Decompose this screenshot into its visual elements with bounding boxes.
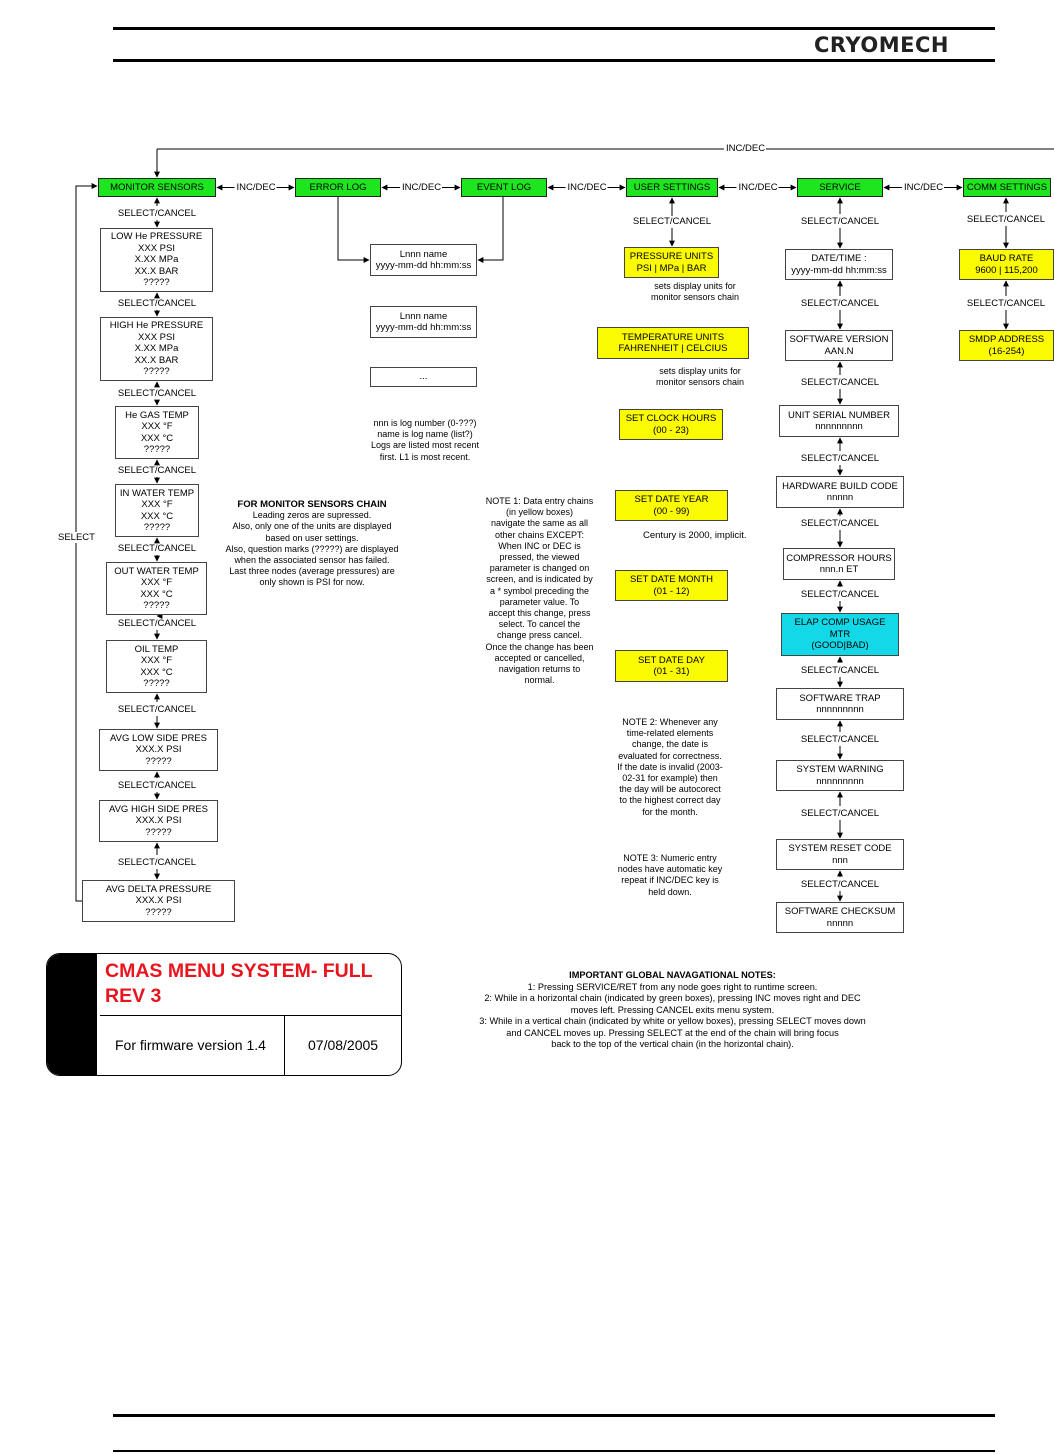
- top-box-error-log-line: ERROR LOG: [309, 181, 367, 193]
- software-checksum-node: [776, 902, 904, 933]
- pressure-units-node: [624, 247, 719, 278]
- elap-comp-usage-node-line: (GOOD|BAD): [811, 640, 869, 652]
- system-warning-node: [776, 760, 904, 791]
- temperature-units-node-line: TEMPERATURE UNITS: [621, 331, 725, 343]
- top-box-service: [797, 178, 883, 197]
- title-block: [46, 953, 402, 1076]
- low-he-pressure-node: [100, 228, 213, 292]
- avg-delta-pressure-node-line: AVG DELTA PRESSURE: [105, 883, 212, 895]
- service-select-cancel: SELECT/CANCEL: [800, 665, 880, 676]
- low-he-pressure-node-line: X.XX MPa: [134, 254, 179, 266]
- document-date: 07/08/2005: [308, 1037, 379, 1053]
- pressure-units-note-line: monitor sensors chain: [650, 292, 740, 303]
- avg-low-side-pres-node-line: ?????: [145, 755, 172, 767]
- high-he-pressure-node-line: ?????: [143, 366, 170, 378]
- user-select-cancel: SELECT/CANCEL: [632, 216, 712, 227]
- top-box-event-log-line: EVENT LOG: [476, 181, 532, 193]
- monitor-select-cancel: SELECT/CANCEL: [117, 618, 197, 629]
- note-3: [595, 853, 745, 898]
- note-1-line: parameter value. To: [499, 596, 580, 607]
- temperature-units-node: [597, 327, 749, 359]
- temperature-units-note-line: sets display units for: [659, 366, 741, 376]
- note-1-line: parameter is changed on: [489, 563, 590, 574]
- note-1: [462, 496, 617, 686]
- baud-rate-node-line: BAUD RATE: [979, 253, 1034, 264]
- set-clock-hours-node: [619, 409, 723, 440]
- global-navigation-note-line: 1: Pressing SERVICE/RET from any node goes right to runtime screen.: [527, 981, 818, 992]
- out-water-temp-node-line: ?????: [143, 600, 170, 611]
- service-select-cancel: SELECT/CANCEL: [800, 216, 880, 227]
- monitor-sensors-note: [212, 499, 412, 589]
- connector: [478, 197, 503, 260]
- set-date-year-node-line: SET DATE YEAR: [634, 494, 709, 505]
- note-2-line: 02-31 for example) then: [622, 773, 718, 784]
- avg-high-side-pres-node: [99, 800, 218, 842]
- pressure-units-node-line: PSI | MPa | BAR: [636, 262, 707, 274]
- note-2-line: If the date is invalid (2003-: [617, 761, 723, 772]
- out-water-temp-node: [106, 562, 207, 615]
- note-1-line: navigation returns to: [498, 664, 581, 675]
- monitor-sensors-note-line: Also, only one of the units are displayed: [232, 521, 392, 532]
- log-entry-node-2: [370, 306, 477, 338]
- he-gas-temp-node: [115, 406, 199, 459]
- avg-delta-pressure-node-line: ?????: [145, 906, 172, 918]
- global-navigation-notes: [460, 970, 885, 1051]
- hardware-build-code-node: [776, 476, 904, 508]
- set-date-month-node-line: SET DATE MONTH: [629, 574, 714, 585]
- note-1-line: select. To cancel the: [498, 619, 581, 630]
- system-reset-code-node: [776, 839, 904, 870]
- unit-serial-number-node-line: UNIT SERIAL NUMBER: [788, 409, 890, 421]
- system-warning-node-line: nnnnnnnnn: [816, 775, 864, 787]
- software-version-node: [785, 330, 893, 361]
- document-title: [105, 959, 373, 1009]
- avg-high-side-pres-node-line: XXX.X PSI: [135, 815, 182, 827]
- log-entry-more-node-line: ...: [419, 371, 428, 383]
- in-water-temp-node-line: XXX °C: [140, 510, 174, 522]
- software-version-node-line: AAN.N: [824, 345, 854, 357]
- monitor-select-cancel: SELECT/CANCEL: [117, 704, 197, 715]
- log-note: [340, 418, 510, 463]
- pressure-units-node-line: PRESSURE UNITS: [629, 251, 714, 262]
- comm-select-cancel: SELECT/CANCEL: [966, 214, 1046, 225]
- oil-temp-node-line: XXX °F: [140, 655, 173, 666]
- temperature-units-note: [625, 366, 775, 388]
- set-clock-hours-node-line: (00 - 23): [653, 424, 689, 436]
- hardware-build-code-node-line: nnnnn: [826, 492, 854, 503]
- set-date-year-node-line: (00 - 99): [653, 505, 690, 517]
- smdp-address-node-line: (16-254): [988, 345, 1025, 357]
- note-1-line: Once the change has been: [485, 641, 594, 652]
- monitor-sensors-note-line: based on user settings.: [265, 532, 359, 543]
- log-entry-node-1-line: Lnnn name: [399, 248, 448, 260]
- set-date-day-node: [615, 650, 728, 682]
- in-water-temp-node: [115, 484, 199, 537]
- monitor-select-cancel: SELECT/CANCEL: [117, 780, 197, 791]
- monitor-select-cancel: SELECT/CANCEL: [117, 857, 197, 868]
- note-1-line: screen, and is indicated by: [486, 574, 593, 585]
- monitor-select-cancel: SELECT/CANCEL: [117, 298, 197, 309]
- connector: [76, 186, 97, 901]
- set-date-day-node-line: (01 - 31): [653, 666, 690, 677]
- oil-temp-node-line: XXX °C: [140, 666, 173, 678]
- monitor-sensors-note-line: Last three nodes (average pressures) are: [229, 566, 395, 577]
- pressure-units-note: [620, 281, 770, 303]
- top-box-event-log: [461, 178, 547, 197]
- comm-select-cancel: SELECT/CANCEL: [966, 298, 1046, 309]
- temperature-units-note-line: monitor sensors chain: [655, 377, 745, 388]
- note-2-line: NOTE 2: Whenever any: [622, 717, 718, 727]
- he-gas-temp-node-line: XXX °C: [140, 432, 174, 444]
- out-water-temp-node-line: XXX °C: [140, 588, 173, 600]
- set-date-day-node-line: SET DATE DAY: [637, 654, 706, 666]
- he-gas-temp-node-line: XXX °F: [141, 421, 173, 432]
- set-date-year-node: [615, 490, 728, 521]
- elap-comp-usage-node: [781, 613, 899, 656]
- title-block-rule: [100, 1015, 402, 1016]
- baud-rate-node-line: 9600 | 115,200: [975, 264, 1038, 276]
- avg-delta-pressure-node: [82, 880, 235, 922]
- note-2-line: time-related elements: [626, 728, 714, 739]
- high-he-pressure-node-line: XX.X BAR: [134, 354, 179, 366]
- pressure-units-note-line: sets display units for: [654, 281, 736, 291]
- log-entry-node-1: [370, 244, 477, 276]
- title-block-split: [284, 1015, 285, 1076]
- monitor-sensors-note-line: when the associated sensor has failed.: [234, 555, 390, 566]
- unit-serial-number-node-line: nnnnnnnnn: [815, 421, 863, 432]
- low-he-pressure-node-line: XXX PSI: [138, 242, 175, 254]
- note-2-line: the day will be autocorect: [619, 784, 721, 795]
- low-he-pressure-node-line: XX.X BAR: [134, 265, 179, 277]
- high-he-pressure-node-line: XXX PSI: [138, 331, 175, 343]
- temperature-units-node-line: FAHRENHEIT | CELCIUS: [618, 343, 728, 354]
- hardware-build-code-node-line: HARDWARE BUILD CODE: [782, 480, 898, 492]
- note-2-line: evaluated for correctness.: [618, 750, 722, 761]
- monitor-sensors-note-line: Leading zeros are supressed.: [252, 510, 372, 521]
- top-box-service-line: SERVICE: [819, 181, 861, 193]
- note-3-line: held down.: [648, 886, 692, 897]
- note-1-line: When INC or DEC is: [498, 540, 581, 551]
- set-clock-hours-node-line: SET CLOCK HOURS: [625, 413, 717, 424]
- software-trap-node-line: nnnnnnnnn: [816, 704, 864, 715]
- note-2: [595, 717, 745, 818]
- service-select-cancel: SELECT/CANCEL: [800, 734, 880, 745]
- top-box-monitor-sensors: [98, 178, 216, 197]
- note-1-line: navigate the same as all: [490, 518, 589, 529]
- avg-high-side-pres-node-line: ?????: [145, 826, 172, 838]
- system-warning-node-line: SYSTEM WARNING: [796, 764, 884, 775]
- compressor-hours-node-line: COMPRESSOR HOURS: [786, 552, 892, 564]
- compressor-hours-node-line: nnn.n ET: [819, 564, 859, 575]
- note-3-line: NOTE 3: Numeric entry: [623, 853, 717, 863]
- note-1-line: NOTE 1: Data entry chains: [485, 496, 594, 506]
- note-2-line: for the month.: [642, 806, 698, 817]
- log-note-line: name is log name (list?): [377, 429, 473, 440]
- top-box-user-settings: [626, 178, 718, 197]
- avg-low-side-pres-node: [99, 729, 218, 771]
- software-trap-node-line: SOFTWARE TRAP: [799, 692, 881, 704]
- set-date-month-node-line: (01 - 12): [653, 585, 690, 597]
- avg-low-side-pres-node-line: XXX.X PSI: [135, 744, 182, 756]
- global-navigation-note-line: 3: While in a vertical chain (indicated by white or yellow boxes), pressing SELECT moves down: [479, 1016, 866, 1026]
- software-trap-node: [776, 688, 904, 720]
- software-checksum-node-line: SOFTWARE CHECKSUM: [784, 906, 896, 917]
- software-version-node-line: SOFTWARE VERSION: [789, 334, 889, 345]
- system-reset-code-node-line: nnn: [832, 854, 848, 866]
- system-reset-code-node-line: SYSTEM RESET CODE: [788, 843, 892, 854]
- compressor-hours-node: [783, 548, 895, 580]
- monitor-select-cancel: SELECT/CANCEL: [117, 465, 197, 476]
- note-1-line: pressed, the viewed: [499, 552, 580, 563]
- log-entry-node-1-line: yyyy-mm-dd hh:mm:ss: [375, 260, 472, 271]
- he-gas-temp-node-line: He GAS TEMP: [125, 409, 189, 421]
- top-box-comm-settings: [963, 178, 1051, 197]
- log-entry-node-2-line: Lnnn name: [399, 310, 448, 322]
- global-navigation-note-line: back to the top of the vertical chain (in the horizontal chain).: [551, 1039, 794, 1049]
- monitor-select-cancel: SELECT/CANCEL: [117, 208, 197, 219]
- note-3-line: repeat if INC/DEC key is: [621, 875, 719, 886]
- service-select-cancel: SELECT/CANCEL: [800, 879, 880, 890]
- document-title-line-1: CMAS MENU SYSTEM- FULL: [105, 960, 373, 982]
- monitor-select-cancel: SELECT/CANCEL: [117, 388, 197, 399]
- incdec-label: INC/DEC: [738, 181, 778, 193]
- note-1-line: accept this change, press: [488, 608, 591, 619]
- oil-temp-node-line: OIL TEMP: [134, 643, 179, 655]
- smdp-address-node: [959, 330, 1054, 361]
- oil-temp-node: [106, 640, 207, 693]
- document-title-line-2: REV 3: [105, 985, 162, 1007]
- century-note: Century is 2000, implicit.: [643, 530, 747, 541]
- note-3-line: nodes have automatic key: [617, 864, 723, 875]
- oil-temp-node-line: ?????: [143, 678, 170, 689]
- title-block-bar: [47, 954, 97, 1076]
- note-1-line: change press cancel.: [496, 630, 583, 641]
- set-date-month-node: [615, 570, 728, 601]
- service-select-cancel: SELECT/CANCEL: [800, 298, 880, 309]
- top-box-comm-settings-line: COMM SETTINGS: [966, 181, 1048, 193]
- monitor-sensors-note-line: Also, question marks (?????) are displayed: [225, 543, 399, 554]
- incdec-label: INC/DEC: [236, 181, 276, 193]
- date-time-node-line: DATE/TIME :: [811, 253, 867, 264]
- connector: [338, 197, 369, 260]
- log-note-line: first. L1 is most recent.: [379, 451, 471, 462]
- out-water-temp-node-line: XXX °F: [140, 577, 173, 588]
- high-he-pressure-node-line: X.XX MPa: [134, 343, 179, 355]
- monitor-sensors-note-title: FOR MONITOR SENSORS CHAIN: [237, 499, 387, 510]
- avg-delta-pressure-node-line: XXX.X PSI: [135, 895, 182, 907]
- he-gas-temp-node-line: ?????: [143, 444, 171, 455]
- global-navigation-notes-title: IMPORTANT GLOBAL NAVAGATIONAL NOTES:: [569, 970, 776, 980]
- note-1-line: (in yellow boxes): [505, 507, 574, 518]
- log-entry-node-2-line: yyyy-mm-dd hh:mm:ss: [375, 322, 472, 333]
- in-water-temp-node-line: XXX °F: [141, 499, 173, 510]
- date-time-node: [785, 249, 893, 280]
- avg-low-side-pres-node-line: AVG LOW SIDE PRES: [110, 732, 207, 744]
- in-water-temp-node-line: IN WATER TEMP: [119, 487, 195, 499]
- smdp-address-node-line: SMDP ADDRESS: [968, 334, 1045, 345]
- elap-comp-usage-node-line: MTR: [829, 628, 851, 640]
- incdec-wrap-label: INC/DEC: [726, 143, 766, 154]
- global-navigation-note-line: 2: While in a horizontal chain (indicated by green boxes), pressing INC moves right and DEC: [484, 993, 861, 1003]
- baud-rate-node: [959, 249, 1054, 280]
- elap-comp-usage-node-line: ELAP COMP USAGE: [794, 617, 886, 629]
- incdec-label: INC/DEC: [402, 181, 442, 193]
- monitor-sensors-note-line: only shown is PSI for now.: [259, 577, 365, 588]
- brand-logo: CRYOMECH: [814, 33, 949, 57]
- global-navigation-note-line: moves left. Pressing CANCEL exits menu system.: [570, 1004, 775, 1015]
- select-loop-label: SELECT: [58, 532, 95, 543]
- service-select-cancel: SELECT/CANCEL: [800, 589, 880, 600]
- out-water-temp-node-line: OUT WATER TEMP: [114, 565, 199, 577]
- monitor-select-cancel: SELECT/CANCEL: [117, 543, 197, 554]
- top-box-error-log: [295, 178, 381, 197]
- low-he-pressure-node-line: ?????: [143, 277, 170, 289]
- date-time-node-line: yyyy-mm-dd hh:mm:ss: [791, 264, 887, 276]
- note-1-line: other chains EXCEPT:: [494, 529, 585, 540]
- low-he-pressure-node-line: LOW He PRESSURE: [110, 231, 203, 243]
- note-2-line: to the highest correct day: [619, 795, 721, 806]
- high-he-pressure-node-line: HIGH He PRESSURE: [109, 320, 204, 332]
- global-navigation-note-line: and CANCEL moves up. Pressing SELECT at the end of the chain will bring focus: [506, 1027, 839, 1038]
- log-entry-more-node: [370, 367, 477, 387]
- top-box-monitor-sensors-line: MONITOR SENSORS: [110, 181, 204, 193]
- note-1-line: accepted or cancelled,: [494, 652, 585, 663]
- unit-serial-number-node: [779, 405, 899, 437]
- incdec-label: INC/DEC: [904, 181, 944, 193]
- service-select-cancel: SELECT/CANCEL: [800, 453, 880, 464]
- service-select-cancel: SELECT/CANCEL: [800, 377, 880, 388]
- in-water-temp-node-line: ?????: [143, 522, 171, 533]
- incdec-label: INC/DEC: [567, 181, 607, 193]
- log-note-line: Logs are listed most recent: [370, 440, 480, 451]
- top-box-user-settings-line: USER SETTINGS: [633, 181, 711, 193]
- high-he-pressure-node: [100, 317, 213, 381]
- software-checksum-node-line: nnnnn: [826, 917, 854, 929]
- service-select-cancel: SELECT/CANCEL: [800, 518, 880, 529]
- firmware-version: For firmware version 1.4: [115, 1037, 266, 1053]
- note-2-line: change, the date is: [631, 739, 709, 750]
- log-note-line: nnn is log number (0-???): [373, 418, 477, 428]
- service-select-cancel: SELECT/CANCEL: [800, 808, 880, 819]
- avg-high-side-pres-node-line: AVG HIGH SIDE PRES: [108, 803, 209, 815]
- note-1-line: a * symbol preceding the: [489, 585, 590, 596]
- note-1-line: normal.: [524, 675, 555, 686]
